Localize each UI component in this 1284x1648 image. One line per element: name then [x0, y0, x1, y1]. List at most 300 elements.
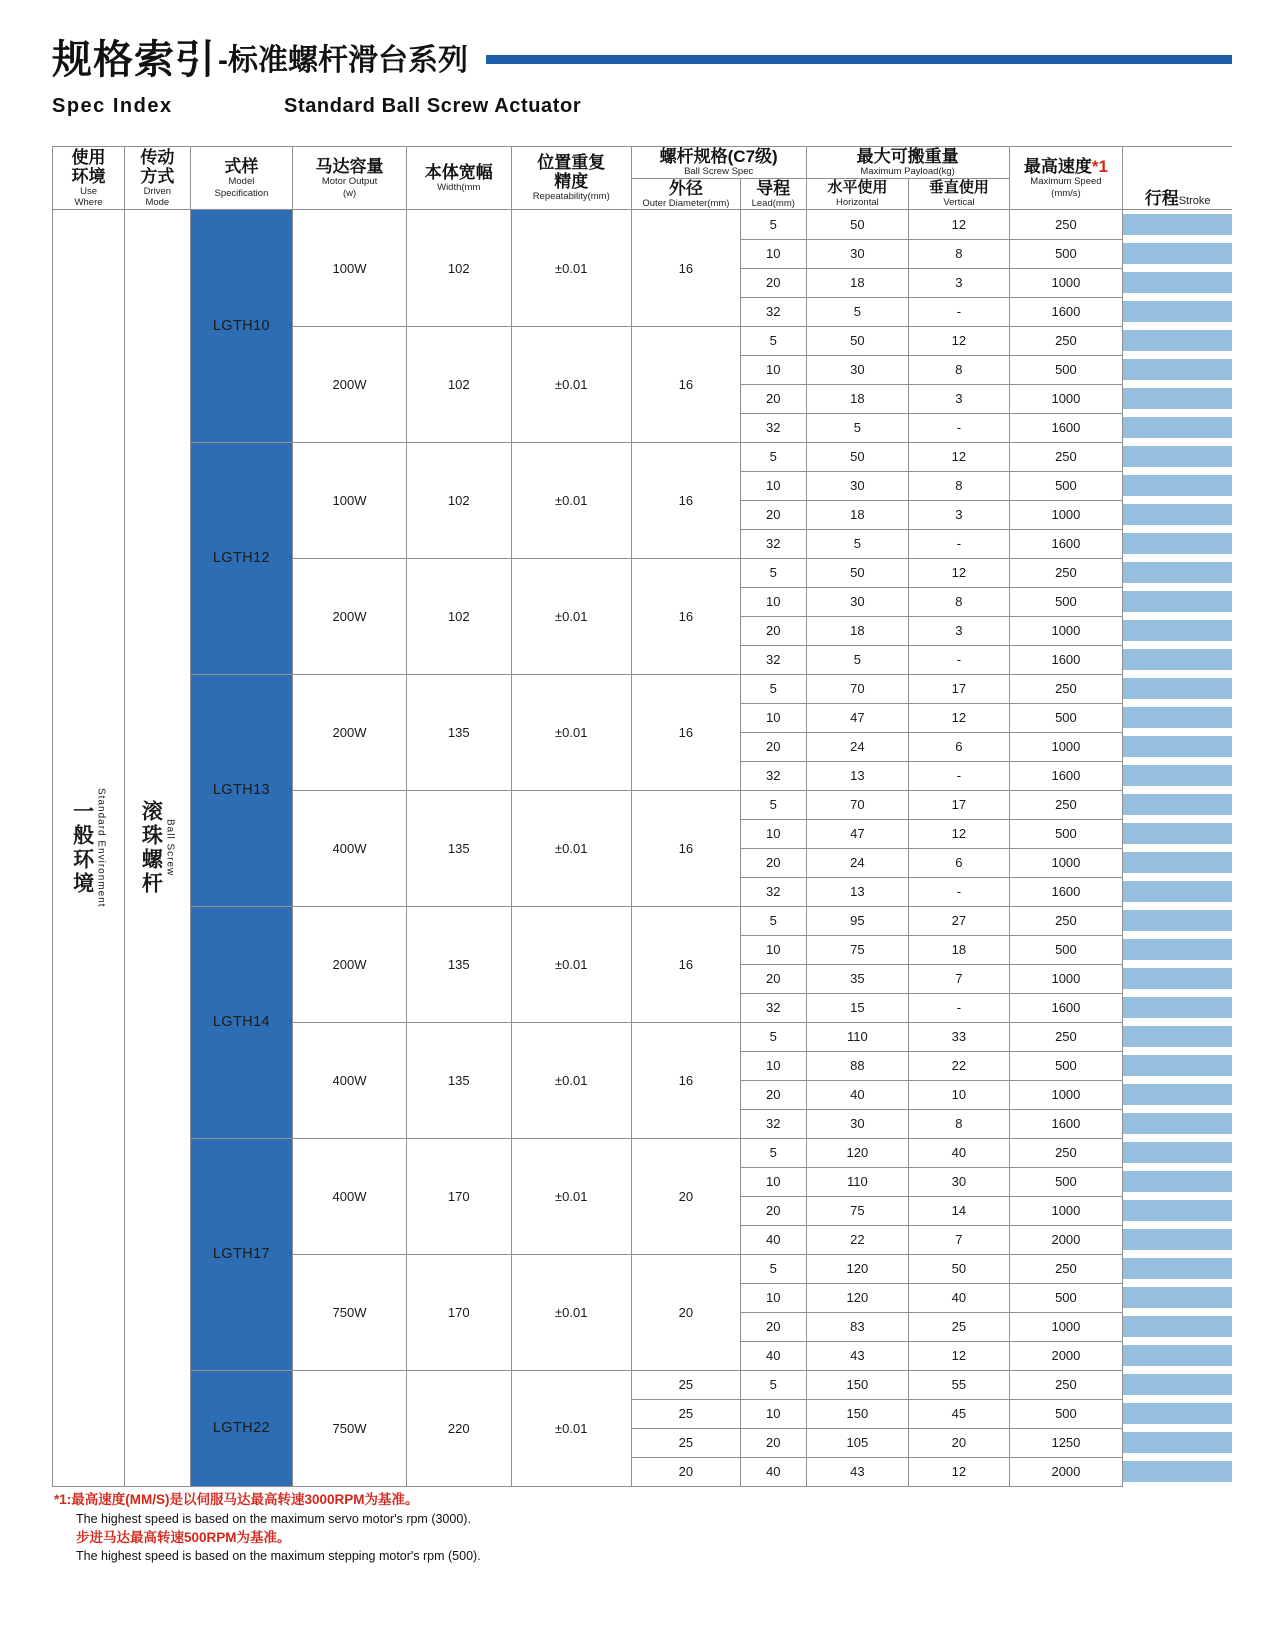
vertical-payload-cell: 45: [909, 1399, 1009, 1428]
max-speed-cell: 1600: [1009, 297, 1123, 326]
horizontal-payload-cell: 120: [806, 1283, 909, 1312]
outer-diameter-cell: 16: [631, 442, 740, 558]
vertical-payload-cell: 6: [909, 732, 1009, 761]
stroke-bar-cell: [1123, 732, 1232, 761]
stroke-bar-cell: [1123, 1341, 1232, 1370]
stroke-bar: [1123, 1258, 1232, 1279]
stroke-bar-cell: [1123, 790, 1232, 819]
vertical-payload-cell: -: [909, 761, 1009, 790]
max-speed-cell: 500: [1009, 1283, 1123, 1312]
col-header-outer-diameter: 外径 Outer Diameter(mm): [631, 178, 740, 210]
max-speed-cell: 1000: [1009, 268, 1123, 297]
horizontal-payload-cell: 75: [806, 1196, 909, 1225]
max-speed-cell: 250: [1009, 442, 1123, 471]
stroke-bar-cell: [1123, 442, 1232, 471]
stroke-bar: [1123, 881, 1232, 902]
lead-cell: 5: [741, 210, 807, 240]
stroke-bar-cell: [1123, 268, 1232, 297]
vertical-payload-cell: 8: [909, 239, 1009, 268]
footnote-1-cn: *1:最高速度(MM/S)是以伺服马达最高转速3000RPM为基准。: [54, 1492, 419, 1507]
vertical-payload-cell: -: [909, 877, 1009, 906]
vertical-payload-cell: 12: [909, 558, 1009, 587]
lead-cell: 20: [741, 1080, 807, 1109]
model-cell: LGTH13: [190, 674, 293, 906]
lead-cell: 10: [741, 587, 807, 616]
drive-label-cn: 滚珠螺杆: [139, 800, 163, 897]
max-speed-cell: 500: [1009, 239, 1123, 268]
vertical-payload-cell: 50: [909, 1254, 1009, 1283]
vertical-payload-cell: 25: [909, 1312, 1009, 1341]
lead-cell: 5: [741, 442, 807, 471]
vertical-payload-cell: 3: [909, 268, 1009, 297]
lead-cell: 10: [741, 703, 807, 732]
lead-cell: 32: [741, 993, 807, 1022]
lead-cell: 5: [741, 1022, 807, 1051]
repeatability-cell: ±0.01: [511, 1138, 631, 1254]
table-row: [53, 210, 1233, 240]
width-cell: 135: [406, 790, 511, 906]
vertical-payload-cell: 12: [909, 819, 1009, 848]
lead-cell: 20: [741, 384, 807, 413]
vertical-payload-cell: 8: [909, 1109, 1009, 1138]
stroke-bar-cell: [1123, 935, 1232, 964]
stroke-bar-cell: [1123, 703, 1232, 732]
environment-label-cn: 一般环境: [70, 800, 94, 897]
outer-diameter-cell: 20: [631, 1254, 740, 1370]
horizontal-payload-cell: 18: [806, 500, 909, 529]
max-speed-cell: 2000: [1009, 1225, 1123, 1254]
horizontal-payload-cell: 18: [806, 268, 909, 297]
vertical-payload-cell: 17: [909, 790, 1009, 819]
stroke-bar-cell: [1123, 616, 1232, 645]
stroke-bar: [1123, 1026, 1232, 1047]
vertical-payload-cell: 14: [909, 1196, 1009, 1225]
max-speed-cell: 250: [1009, 1254, 1123, 1283]
stroke-bar-cell: [1123, 1225, 1232, 1254]
stroke-bar-cell: [1123, 1022, 1232, 1051]
stroke-bar: [1123, 1055, 1232, 1076]
subtitle-row: [52, 95, 1232, 118]
stroke-bar: [1123, 1287, 1232, 1308]
max-speed-cell: 250: [1009, 1022, 1123, 1051]
lead-cell: 5: [741, 558, 807, 587]
vertical-payload-cell: 12: [909, 210, 1009, 240]
max-speed-cell: 500: [1009, 1167, 1123, 1196]
stroke-bar-cell: [1123, 1428, 1232, 1457]
lead-cell: 20: [741, 500, 807, 529]
lead-cell: 32: [741, 877, 807, 906]
width-cell: 135: [406, 1022, 511, 1138]
max-speed-cell: 500: [1009, 935, 1123, 964]
horizontal-payload-cell: 110: [806, 1167, 909, 1196]
width-cell: 220: [406, 1370, 511, 1486]
outer-diameter-cell: 16: [631, 1022, 740, 1138]
repeatability-cell: ±0.01: [511, 906, 631, 1022]
horizontal-payload-cell: 50: [806, 442, 909, 471]
stroke-bar: [1123, 678, 1232, 699]
horizontal-payload-cell: 83: [806, 1312, 909, 1341]
footnote-marker: *1: [1091, 157, 1108, 177]
horizontal-payload-cell: 110: [806, 1022, 909, 1051]
max-speed-cell: 1600: [1009, 877, 1123, 906]
lead-cell: 20: [741, 848, 807, 877]
repeatability-cell: ±0.01: [511, 1022, 631, 1138]
motor-output-cell: 200W: [293, 326, 407, 442]
vertical-payload-cell: -: [909, 413, 1009, 442]
vertical-payload-cell: -: [909, 529, 1009, 558]
stroke-bar: [1123, 707, 1232, 728]
lead-cell: 5: [741, 1138, 807, 1167]
stroke-bar: [1123, 910, 1232, 931]
horizontal-payload-cell: 5: [806, 297, 909, 326]
stroke-bar: [1123, 1084, 1232, 1105]
drive-label-en: Ball Screw: [164, 819, 176, 877]
motor-output-cell: 400W: [293, 790, 407, 906]
page-title-cn: 规格索引: [52, 38, 216, 82]
lead-cell: 32: [741, 645, 807, 674]
vertical-payload-cell: 8: [909, 471, 1009, 500]
vertical-payload-cell: 8: [909, 587, 1009, 616]
col-header-repeatability: 位置重复 精度 Repeatability(mm): [511, 147, 631, 210]
vertical-payload-cell: 3: [909, 500, 1009, 529]
lead-cell: 5: [741, 906, 807, 935]
repeatability-cell: ±0.01: [511, 210, 631, 327]
vertical-payload-cell: 3: [909, 384, 1009, 413]
stroke-bar: [1123, 794, 1232, 815]
width-cell: 102: [406, 210, 511, 327]
stroke-bar-cell: [1123, 1051, 1232, 1080]
width-cell: 102: [406, 326, 511, 442]
stroke-bar-cell: [1123, 645, 1232, 674]
horizontal-payload-cell: 50: [806, 558, 909, 587]
max-speed-cell: 250: [1009, 1138, 1123, 1167]
lead-cell: 10: [741, 239, 807, 268]
motor-output-cell: 200W: [293, 674, 407, 790]
outer-diameter-cell: 16: [631, 906, 740, 1022]
vertical-payload-cell: 7: [909, 1225, 1009, 1254]
horizontal-payload-cell: 95: [806, 906, 909, 935]
lead-cell: 32: [741, 529, 807, 558]
max-speed-cell: 1600: [1009, 1109, 1123, 1138]
stroke-bar: [1123, 1113, 1232, 1134]
outer-diameter-cell: 16: [631, 674, 740, 790]
use-environment-label: [53, 210, 125, 1487]
motor-output-cell: 400W: [293, 1022, 407, 1138]
outer-diameter-cell: 20: [631, 1457, 740, 1486]
spec-table-wrap: [52, 146, 1232, 1487]
stroke-bar-cell: [1123, 877, 1232, 906]
max-speed-cell: 250: [1009, 906, 1123, 935]
lead-cell: 20: [741, 1428, 807, 1457]
footnote-2-cn: 步进马达最高转速500RPM为基准。: [76, 1529, 291, 1545]
max-speed-cell: 250: [1009, 326, 1123, 355]
table-body: [53, 210, 1233, 1487]
lead-cell: 40: [741, 1457, 807, 1486]
horizontal-payload-cell: 47: [806, 703, 909, 732]
stroke-bar-cell: [1123, 297, 1232, 326]
horizontal-payload-cell: 30: [806, 1109, 909, 1138]
lead-cell: 10: [741, 471, 807, 500]
horizontal-payload-cell: 24: [806, 848, 909, 877]
lead-cell: 5: [741, 1254, 807, 1283]
max-speed-cell: 1600: [1009, 413, 1123, 442]
vertical-payload-cell: 20: [909, 1428, 1009, 1457]
lead-cell: 10: [741, 1167, 807, 1196]
horizontal-payload-cell: 24: [806, 732, 909, 761]
lead-cell: 10: [741, 1051, 807, 1080]
model-cell: LGTH14: [190, 906, 293, 1138]
vertical-payload-cell: 27: [909, 906, 1009, 935]
stroke-bar: [1123, 1374, 1232, 1395]
stroke-bar-cell: [1123, 500, 1232, 529]
horizontal-payload-cell: 88: [806, 1051, 909, 1080]
stroke-bar-cell: [1123, 471, 1232, 500]
horizontal-payload-cell: 18: [806, 616, 909, 645]
table-row: [53, 442, 1233, 471]
width-cell: 170: [406, 1138, 511, 1254]
max-speed-cell: 1000: [1009, 848, 1123, 877]
motor-output-cell: 200W: [293, 906, 407, 1022]
stroke-bar: [1123, 1200, 1232, 1221]
col-header-driven-mode: 传动 方式 Driven Mode: [125, 147, 191, 210]
repeatability-cell: ±0.01: [511, 442, 631, 558]
width-cell: 135: [406, 674, 511, 790]
stroke-bar-cell: [1123, 964, 1232, 993]
vertical-payload-cell: 30: [909, 1167, 1009, 1196]
stroke-bar: [1123, 1432, 1232, 1453]
horizontal-payload-cell: 50: [806, 210, 909, 240]
header-rule: [486, 55, 1232, 64]
stroke-bar-cell: [1123, 587, 1232, 616]
lead-cell: 10: [741, 1399, 807, 1428]
motor-output-cell: 100W: [293, 210, 407, 327]
stroke-bar-cell: [1123, 1312, 1232, 1341]
vertical-payload-cell: 10: [909, 1080, 1009, 1109]
stroke-bar: [1123, 301, 1232, 322]
stroke-bar: [1123, 330, 1232, 351]
repeatability-cell: ±0.01: [511, 674, 631, 790]
max-speed-cell: 1000: [1009, 1080, 1123, 1109]
stroke-bar-cell: [1123, 906, 1232, 935]
horizontal-payload-cell: 22: [806, 1225, 909, 1254]
outer-diameter-cell: 16: [631, 210, 740, 327]
width-cell: 135: [406, 906, 511, 1022]
stroke-bar-cell: [1123, 761, 1232, 790]
horizontal-payload-cell: 18: [806, 384, 909, 413]
table-row: [53, 674, 1233, 703]
stroke-bar-cell: [1123, 1196, 1232, 1225]
col-header-horizontal: 水平使用 Horizontal: [806, 178, 909, 210]
stroke-bar: [1123, 475, 1232, 496]
lead-cell: 32: [741, 761, 807, 790]
outer-diameter-cell: 16: [631, 790, 740, 906]
repeatability-cell: ±0.01: [511, 558, 631, 674]
table-row: [53, 1138, 1233, 1167]
max-speed-cell: 2000: [1009, 1457, 1123, 1486]
max-speed-cell: 250: [1009, 674, 1123, 703]
page-subtitle-en: Standard Ball Screw Actuator: [284, 95, 582, 117]
lead-cell: 5: [741, 1370, 807, 1399]
vertical-payload-cell: -: [909, 993, 1009, 1022]
lead-cell: 20: [741, 732, 807, 761]
width-cell: 102: [406, 442, 511, 558]
stroke-bar-cell: [1123, 355, 1232, 384]
stroke-bar-cell: [1123, 1399, 1232, 1428]
lead-cell: 10: [741, 935, 807, 964]
lead-cell: 10: [741, 355, 807, 384]
horizontal-payload-cell: 30: [806, 587, 909, 616]
horizontal-payload-cell: 40: [806, 1080, 909, 1109]
col-header-lead: 导程 Lead(mm): [741, 178, 807, 210]
horizontal-payload-cell: 47: [806, 819, 909, 848]
stroke-bar-cell: [1123, 326, 1232, 355]
max-speed-cell: 1000: [1009, 732, 1123, 761]
max-speed-cell: 250: [1009, 790, 1123, 819]
repeatability-cell: ±0.01: [511, 1254, 631, 1370]
stroke-bar-cell: [1123, 210, 1232, 240]
page-title-en: Spec Index: [52, 95, 173, 117]
stroke-bar-cell: [1123, 384, 1232, 413]
outer-diameter-cell: 25: [631, 1370, 740, 1399]
max-speed-cell: 1600: [1009, 529, 1123, 558]
stroke-bar: [1123, 997, 1232, 1018]
max-speed-cell: 1000: [1009, 964, 1123, 993]
page-subtitle-cn: -标准螺杆滑台系列: [218, 43, 468, 77]
stroke-bar-cell: [1123, 413, 1232, 442]
horizontal-payload-cell: 120: [806, 1138, 909, 1167]
vertical-payload-cell: 7: [909, 964, 1009, 993]
stroke-bar: [1123, 417, 1232, 438]
horizontal-payload-cell: 15: [806, 993, 909, 1022]
max-speed-cell: 1000: [1009, 1312, 1123, 1341]
outer-diameter-cell: 25: [631, 1399, 740, 1428]
stroke-bar-cell: [1123, 1283, 1232, 1312]
outer-diameter-cell: 20: [631, 1138, 740, 1254]
repeatability-cell: ±0.01: [511, 1370, 631, 1486]
max-speed-cell: 1600: [1009, 645, 1123, 674]
horizontal-payload-cell: 150: [806, 1399, 909, 1428]
vertical-payload-cell: -: [909, 297, 1009, 326]
vertical-payload-cell: 12: [909, 326, 1009, 355]
motor-output-cell: 400W: [293, 1138, 407, 1254]
stroke-bar-cell: [1123, 993, 1232, 1022]
stroke-bar-cell: [1123, 239, 1232, 268]
driven-mode-label: [125, 210, 191, 1487]
vertical-payload-cell: 33: [909, 1022, 1009, 1051]
vertical-payload-cell: 12: [909, 1457, 1009, 1486]
stroke-bar: [1123, 649, 1232, 670]
col-header-model: 式样 Model Specification: [190, 147, 293, 210]
stroke-bar: [1123, 852, 1232, 873]
motor-output-cell: 750W: [293, 1370, 407, 1486]
col-header-use-where: 使用 环境 Use Where: [53, 147, 125, 210]
horizontal-payload-cell: 150: [806, 1370, 909, 1399]
vertical-payload-cell: 3: [909, 616, 1009, 645]
max-speed-cell: 250: [1009, 1370, 1123, 1399]
lead-cell: 5: [741, 674, 807, 703]
horizontal-payload-cell: 50: [806, 326, 909, 355]
horizontal-payload-cell: 120: [806, 1254, 909, 1283]
spec-table: [52, 146, 1232, 1487]
lead-cell: 10: [741, 819, 807, 848]
max-speed-cell: 500: [1009, 1051, 1123, 1080]
col-header-stroke: 行程Stroke: [1123, 178, 1232, 210]
stroke-bar: [1123, 562, 1232, 583]
page-header: [52, 28, 1232, 120]
horizontal-payload-cell: 30: [806, 355, 909, 384]
max-speed-cell: 1600: [1009, 761, 1123, 790]
max-speed-cell: 1600: [1009, 993, 1123, 1022]
lead-cell: 20: [741, 964, 807, 993]
lead-cell: 20: [741, 616, 807, 645]
lead-cell: 40: [741, 1225, 807, 1254]
model-cell: LGTH22: [190, 1370, 293, 1486]
footnote-2-en: The highest speed is based on the maximum stepping motor's rpm (500).: [76, 1549, 481, 1564]
title-row: [52, 28, 1232, 85]
stroke-bar: [1123, 533, 1232, 554]
stroke-bar-cell: [1123, 1167, 1232, 1196]
col-header-motor-output: 马达容量 Motor Output (w): [293, 147, 407, 210]
stroke-bar: [1123, 446, 1232, 467]
stroke-bar: [1123, 620, 1232, 641]
vertical-payload-cell: 12: [909, 703, 1009, 732]
horizontal-payload-cell: 35: [806, 964, 909, 993]
stroke-bar-cell: [1123, 1457, 1232, 1486]
stroke-bar-cell: [1123, 1109, 1232, 1138]
outer-diameter-cell: 16: [631, 558, 740, 674]
stroke-bar-cell: [1123, 1370, 1232, 1399]
vertical-payload-cell: -: [909, 645, 1009, 674]
stroke-bar: [1123, 765, 1232, 786]
vertical-payload-cell: 18: [909, 935, 1009, 964]
max-speed-cell: 500: [1009, 355, 1123, 384]
vertical-payload-cell: 22: [909, 1051, 1009, 1080]
stroke-bar: [1123, 968, 1232, 989]
horizontal-payload-cell: 43: [806, 1457, 909, 1486]
model-cell: LGTH10: [190, 210, 293, 443]
motor-output-cell: 750W: [293, 1254, 407, 1370]
model-cell: LGTH12: [190, 442, 293, 674]
outer-diameter-cell: 16: [631, 326, 740, 442]
stroke-bar: [1123, 243, 1232, 264]
stroke-bar-cell: [1123, 558, 1232, 587]
stroke-bar: [1123, 388, 1232, 409]
vertical-payload-cell: 12: [909, 442, 1009, 471]
stroke-bar: [1123, 359, 1232, 380]
stroke-bar: [1123, 1171, 1232, 1192]
horizontal-payload-cell: 5: [806, 413, 909, 442]
lead-cell: 32: [741, 297, 807, 326]
col-header-width: 本体宽幅 Width(mm: [406, 147, 511, 210]
horizontal-payload-cell: 43: [806, 1341, 909, 1370]
repeatability-cell: ±0.01: [511, 790, 631, 906]
footnotes: [54, 1490, 1054, 1565]
horizontal-payload-cell: 70: [806, 790, 909, 819]
stroke-bar-cell: [1123, 848, 1232, 877]
stroke-bar: [1123, 214, 1232, 235]
stroke-bar-cell: [1123, 529, 1232, 558]
col-header-max-speed: 最高速度*1 Maximum Speed (mm/s): [1009, 147, 1123, 210]
vertical-payload-cell: 55: [909, 1370, 1009, 1399]
model-cell: LGTH17: [190, 1138, 293, 1370]
stroke-bar: [1123, 1229, 1232, 1250]
stroke-bar-cell: [1123, 1254, 1232, 1283]
lead-cell: 5: [741, 326, 807, 355]
motor-output-cell: 100W: [293, 442, 407, 558]
footnote-1-en: The highest speed is based on the maximum servo motor's rpm (3000).: [76, 1511, 471, 1526]
horizontal-payload-cell: 70: [806, 674, 909, 703]
stroke-bar: [1123, 1316, 1232, 1337]
